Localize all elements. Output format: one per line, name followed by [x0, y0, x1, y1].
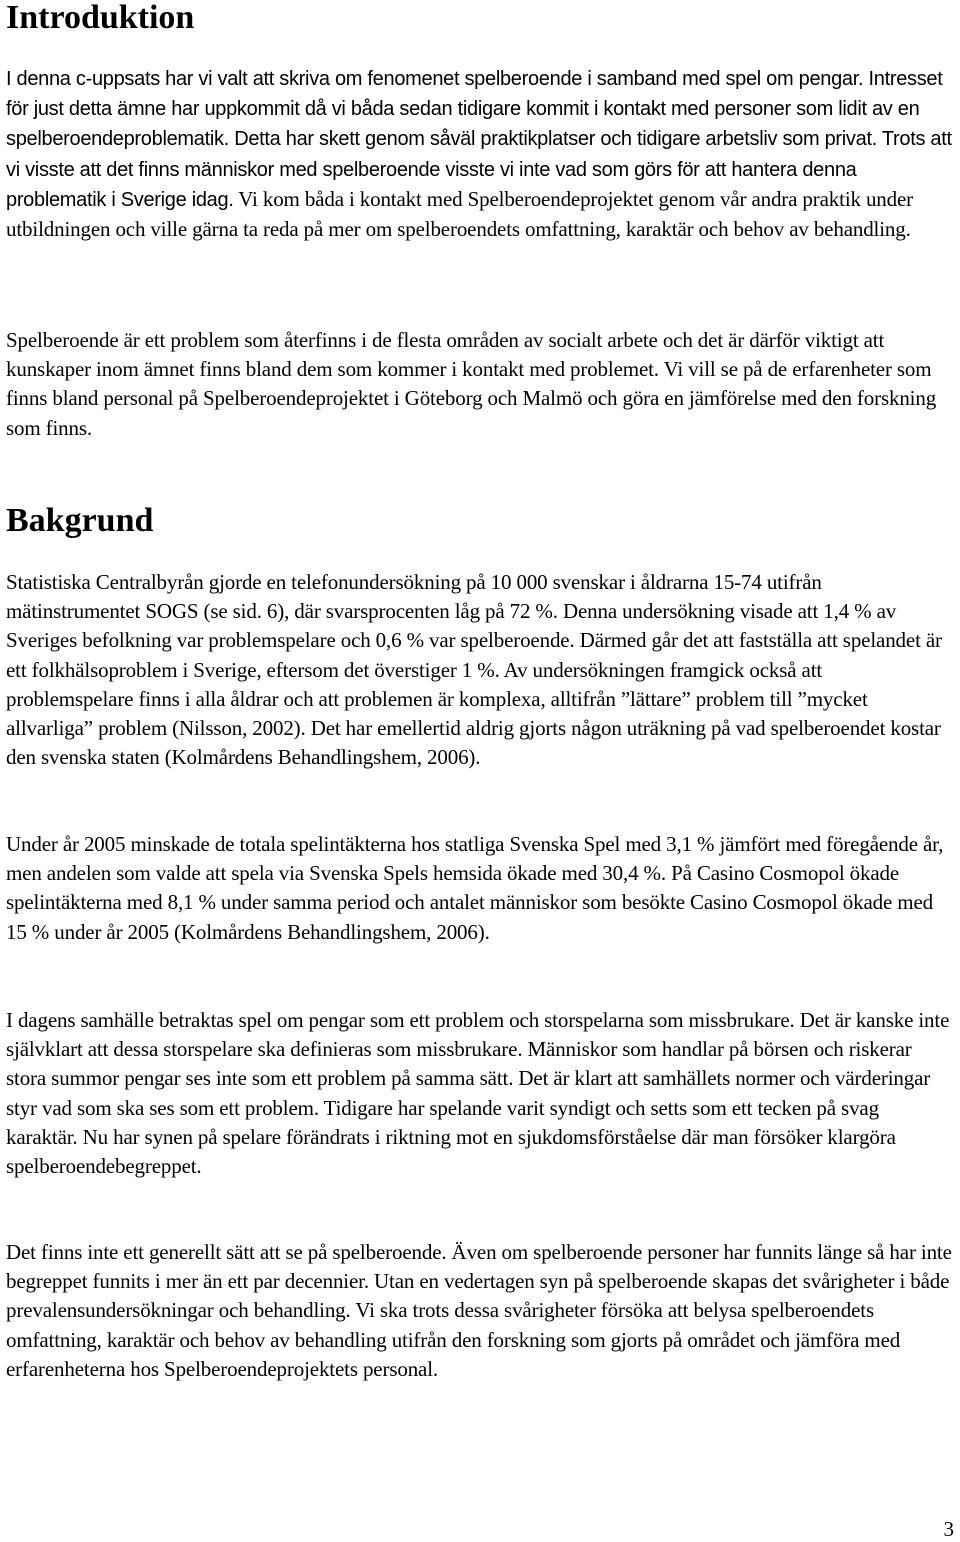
- page-number: 3: [943, 1517, 954, 1541]
- background-paragraph-3: I dagens samhälle betraktas spel om pengar som ett problem och storspelarna som missbrukare. Det är kanske inte självklart att dessa storspelare ska definieras som missbrukare. Människor som handlar på börsen och riskerar stora summor pengar ses inte som ett problem på samma sätt. Det är klart att samhällets normer och värderingar styr vad som ska ses som ett problem. Tidigare har spelande varit syndigt och setts som ett tecken på svag karaktär. Nu har synen på spelare förändrats i riktning mot en sjukdomsförståelse där man försöker klargöra spelberoendebegreppet.: [6, 1008, 950, 1179]
- background-heading: Bakgrund: [6, 502, 154, 539]
- introduction-heading: Introduktion: [6, 0, 195, 36]
- introduction-paragraph-1: [6, 64, 952, 244]
- introduction-paragraph-1-serif-part: Vi kom båda i kontakt med Spelberoendeprojektet genom vår andra praktik under utbildningen och ville gärna ta reda på mer om spelberoendets omfattning, karaktär och behov av behandling.: [6, 186, 914, 242]
- background-paragraph-1: Statistiska Centralbyrån gjorde en telefonundersökning på 10 000 svenskar i åldrarna 15-74 utifrån mätinstrumentet SOGS (se sid. 6), där svarsprocenten låg på 72 %. Denna undersökning visade att 1,4 % av Sveriges befolkning var problemspelare och 0,6 % var spelberoende. Därmed går det att fastställa att spelandet är ett folkhälsoproblem i Sverige, eftersom det överstiger 1 %. Av undersökningen framgick också att problemspelare finns i alla åldrar och att problemen är komplexa, alltifrån ”lättare” problem till ”mycket allvarliga” problem (Nilsson, 2002). Det har emellertid aldrig gjorts någon uträkning på vad spelberoendet kostar den svenska staten (Kolmårdens Behandlingshem, 2006).: [6, 570, 942, 770]
- background-paragraph-2: Under år 2005 minskade de totala spelintäkterna hos statliga Svenska Spel med 3,1 % jämfört med föregående år, men andelen som valde att spela via Svenska Spels hemsida ökade med 30,4 %. På Casino Cosmopol ökade spelintäkterna med 8,1 % under samma period och antalet människor som besökte Casino Cosmopol ökade med 15 % under år 2005 (Kolmårdens Behandlingshem, 2006).: [6, 832, 944, 944]
- introduction-paragraph-1-sans-part: I denna c-uppsats har vi valt att skriva om fenomenet spelberoende i samband med spel om pengar. Intresset för just detta ämne har uppkommit då vi båda sedan tidigare kommit i kontakt med personer som lidit av en spelberoendeproblematik. Detta har skett genom såväl praktikplatser och tidigare arbetsliv som privat. Trots att vi visste att det finns människor med spelberoende visste vi inte vad som görs för att hantera denna problematik i Sverige idag.: [6, 68, 952, 211]
- background-paragraph-4: Det finns inte ett generellt sätt att se på spelberoende. Även om spelberoende personer har funnits länge så har inte begreppet funnits i mer än ett par decennier. Utan en vedertagen syn på spelberoende skapas det svårigheter i både prevalensundersökningar och behandling. Vi ska trots dessa svårigheter försöka att belysa spelberoendets omfattning, karaktär och behov av behandling utifrån den forskning som gjorts på området och jämföra med erfarenheterna hos Spelberoendeprojektets personal.: [6, 1240, 952, 1381]
- introduction-paragraph-2: Spelberoende är ett problem som återfinns i de flesta områden av socialt arbete och det är därför viktigt att kunskaper inom ämnet finns bland dem som kommer i kontakt med problemet. Vi vill se på de erfarenheter som finns bland personal på Spelberoendeprojektet i Göteborg och Malmö och göra en jämförelse med den forskning som finns.: [6, 328, 937, 440]
